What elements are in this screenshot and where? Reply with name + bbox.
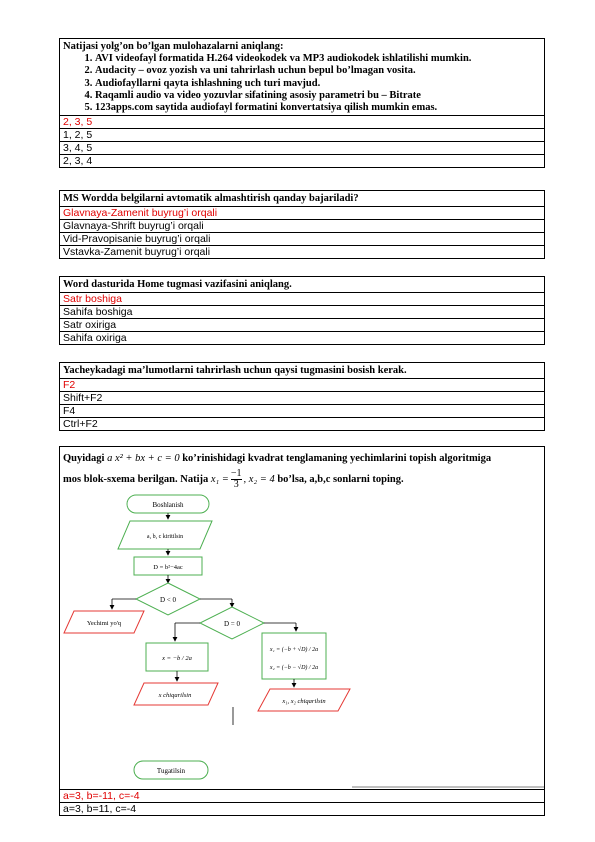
option-1-correct[interactable]: F2 xyxy=(60,378,544,391)
option-4[interactable]: Ctrl+F2 xyxy=(60,417,544,430)
question-1-block xyxy=(59,38,545,168)
question-3-text: Word dasturida Home tugmasi vazifasini aniqlang. xyxy=(63,279,292,290)
option-4[interactable]: 2, 3, 4 xyxy=(60,154,544,167)
option-1-correct[interactable]: Satr boshiga xyxy=(60,292,544,305)
q5-x1-fraction: $\frac{-1}{3}$ xyxy=(230,468,242,490)
option-3[interactable]: Satr oxiriga xyxy=(60,318,544,331)
q5-x2-label: , x₂ = 4 xyxy=(243,473,275,485)
option-2[interactable]: Glavnaya-Shrift buyrug’i orqali xyxy=(60,219,544,232)
option-2[interactable]: a=3, b=11, c=-4 xyxy=(60,802,544,815)
q5-x1-label: x₁ = xyxy=(210,473,229,485)
question-4-text: Yacheykadagi ma’lumotlarni tahrirlash uchun qaysi tugmasini bosish kerak. xyxy=(63,365,407,376)
q5-prefix: Quyidagi xyxy=(63,453,105,464)
flow-no-roots-text: Yechimi yo'q xyxy=(86,620,122,627)
flow-input-text: a, b, c kiritilsin xyxy=(146,534,184,540)
question-4-block xyxy=(59,362,545,431)
option-2[interactable]: 1, 2, 5 xyxy=(60,128,544,141)
flow-x1-formula-text: x₁ = (−b + √D) / 2a xyxy=(269,647,319,653)
question-5-text xyxy=(60,447,544,491)
flow-x12-output-text: x₁, x₂ chiqarilsin xyxy=(282,698,326,705)
statement-3: 3. Audiofayllarni qayta ishlashning uch turi mavjud. xyxy=(95,78,541,90)
q5-equation: a x² + bx + c = 0 xyxy=(107,453,180,464)
flow-cond2-text: D = 0 xyxy=(223,620,241,628)
option-2[interactable]: Shift+F2 xyxy=(60,391,544,404)
flow-x-output-text: x chiqarilsin xyxy=(158,692,192,699)
statement-2: 2. Audacity – ovoz yozish va uni tahrirlash uchun bepul bo’lmagan vosita. xyxy=(95,65,541,77)
statement-5: 5. 123apps.com saytida audiofayl formatini konvertatsiya qilish mumkin emas. xyxy=(95,102,541,114)
flow-x2-formula-text: x₂ = (−b − √D) / 2a xyxy=(269,665,319,671)
flow-compute-text: D = b²−4ac xyxy=(153,564,183,571)
flow-x12-formula-shape xyxy=(262,633,326,679)
q5-line2b: bo’lsa, a,b,c sonlarni toping. xyxy=(277,473,404,485)
flow-x-formula-text: x = −b / 2a xyxy=(162,655,192,662)
flow-end-text: Tugatilsin xyxy=(156,767,186,775)
option-3[interactable]: F4 xyxy=(60,404,544,417)
statement-4: 4. Raqamli audio va video yozuvlar sifatining asosiy parametri bu – Bitrate xyxy=(95,90,541,102)
flow-cond1-text: D < 0 xyxy=(159,596,177,604)
option-4[interactable]: Sahifa oxiriga xyxy=(60,331,544,344)
option-2[interactable]: Sahifa boshiga xyxy=(60,305,544,318)
q5-mid: ko’rinishidagi kvadrat tenglamaning yechimlarini topish algoritmiga xyxy=(182,453,492,464)
question-3-block xyxy=(59,276,545,345)
option-3[interactable]: 3, 4, 5 xyxy=(60,141,544,154)
option-1-correct[interactable]: Glavnaya-Zamenit buyrug’i orqali xyxy=(60,206,544,219)
flow-start-text: Boshlanish xyxy=(152,501,184,509)
flowchart-area xyxy=(60,491,544,789)
question-5-block xyxy=(59,446,545,816)
question-2-block xyxy=(59,190,545,259)
q5-line2a: mos blok-sxema berilgan. Natija xyxy=(63,473,209,485)
question-1 xyxy=(60,39,544,115)
question-1-statements xyxy=(63,53,541,114)
option-3[interactable]: Vid-Pravopisanie buyrug’i orqali xyxy=(60,232,544,245)
statement-1: 1. AVI videofayl formatida H.264 videokodek va MP3 audiokodek ishlatilishi mumkin. xyxy=(95,53,541,65)
option-4[interactable]: Vstavka-Zamenit buyrug’i orqali xyxy=(60,245,544,258)
option-1-correct[interactable]: a=3, b=-11, c=-4 xyxy=(60,789,544,802)
option-1-correct[interactable]: 2, 3, 5 xyxy=(60,115,544,128)
flowchart xyxy=(60,491,544,789)
question-2-text: MS Wordda belgilarni avtomatik almashtirish qanday bajariladi? xyxy=(63,193,359,204)
question-1-text: Natijasi yolg’on bo’lgan mulohazalarni aniqlang: xyxy=(63,41,284,52)
